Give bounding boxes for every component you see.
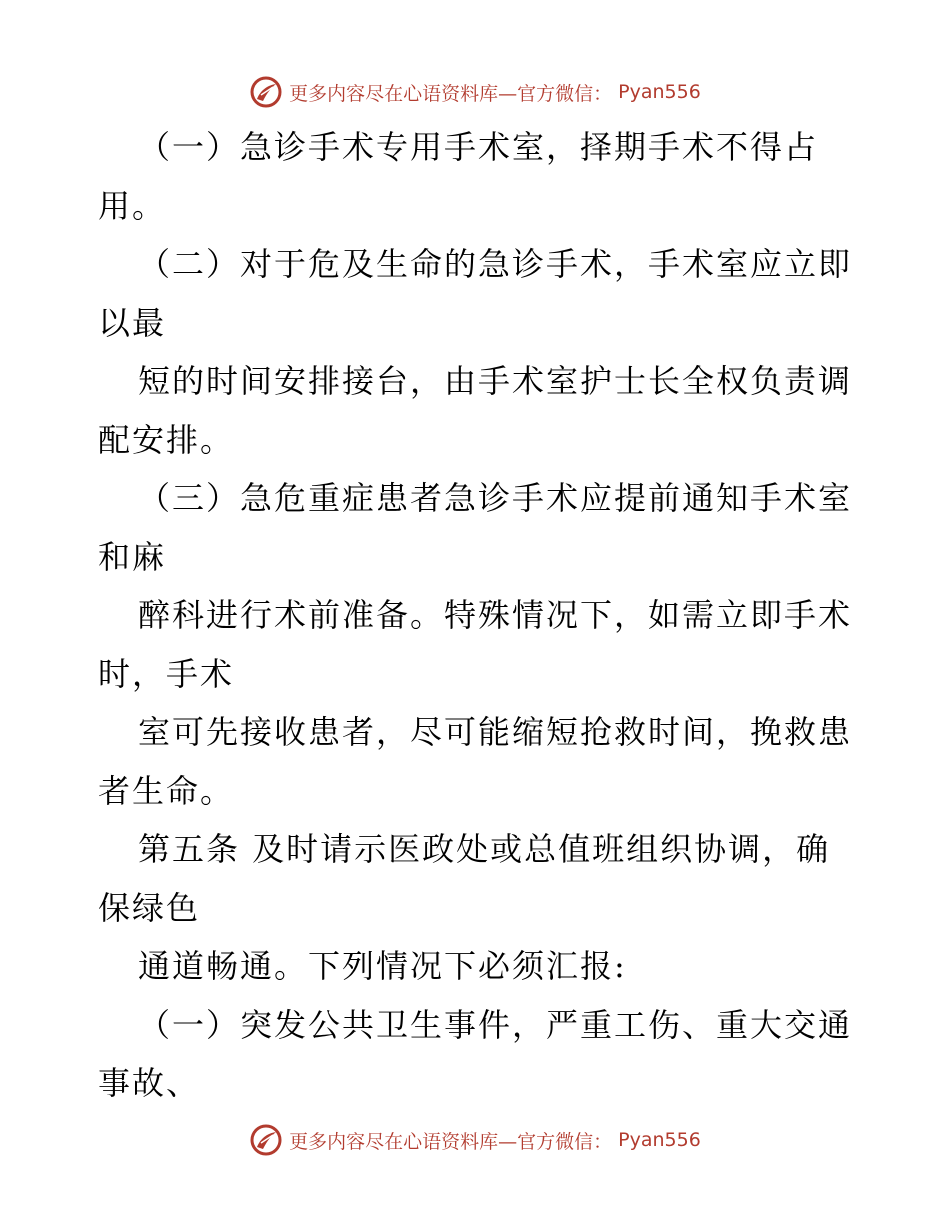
text-line: 者生命。 xyxy=(98,772,235,810)
text-line: 第五条 及时请示医政处或总值班组织协调，确 xyxy=(138,830,831,868)
text-line: 短的时间安排接台，由手术室护士长全权负责调 xyxy=(138,362,853,400)
text-line: 醉科进行术前准备。特殊情况下，如需立即手术 xyxy=(138,596,853,634)
text-line: 保绿色 xyxy=(98,889,201,927)
watermark-text: 更多内容尽在心语资料库—官方微信： xyxy=(289,1130,613,1153)
text-line: （一）急诊手术专用手术室，择期手术不得占 xyxy=(138,128,819,166)
watermark-footer xyxy=(0,1120,950,1160)
text-line: 用。 xyxy=(98,187,167,225)
watermark-wechat-id: Pyan556 xyxy=(618,81,701,103)
text-line: 通道畅通。下列情况下必须汇报: xyxy=(138,947,627,985)
brand-logo-icon xyxy=(249,75,283,109)
text-line: （三）急危重症患者急诊手术应提前通知手术室 xyxy=(138,479,853,517)
watermark-wechat-id: Pyan556 xyxy=(618,1129,701,1151)
text-line: （一）突发公共卫生事件，严重工伤、重大交通 xyxy=(138,1006,853,1044)
watermark-header xyxy=(0,72,950,112)
text-line: 以最 xyxy=(98,304,167,342)
brand-logo-icon xyxy=(249,1123,283,1157)
watermark-text: 更多内容尽在心语资料库—官方微信： xyxy=(289,82,613,105)
text-line: （二）对于危及生命的急诊手术，手术室应立即 xyxy=(138,245,853,283)
text-line: 室可先接收患者，尽可能缩短抢救时间，挽救患 xyxy=(138,713,853,751)
text-line: 事故、 xyxy=(98,1064,201,1102)
text-line: 配安排。 xyxy=(98,421,235,459)
text-line: 时，手术 xyxy=(98,655,235,693)
text-line: 和麻 xyxy=(98,538,167,576)
